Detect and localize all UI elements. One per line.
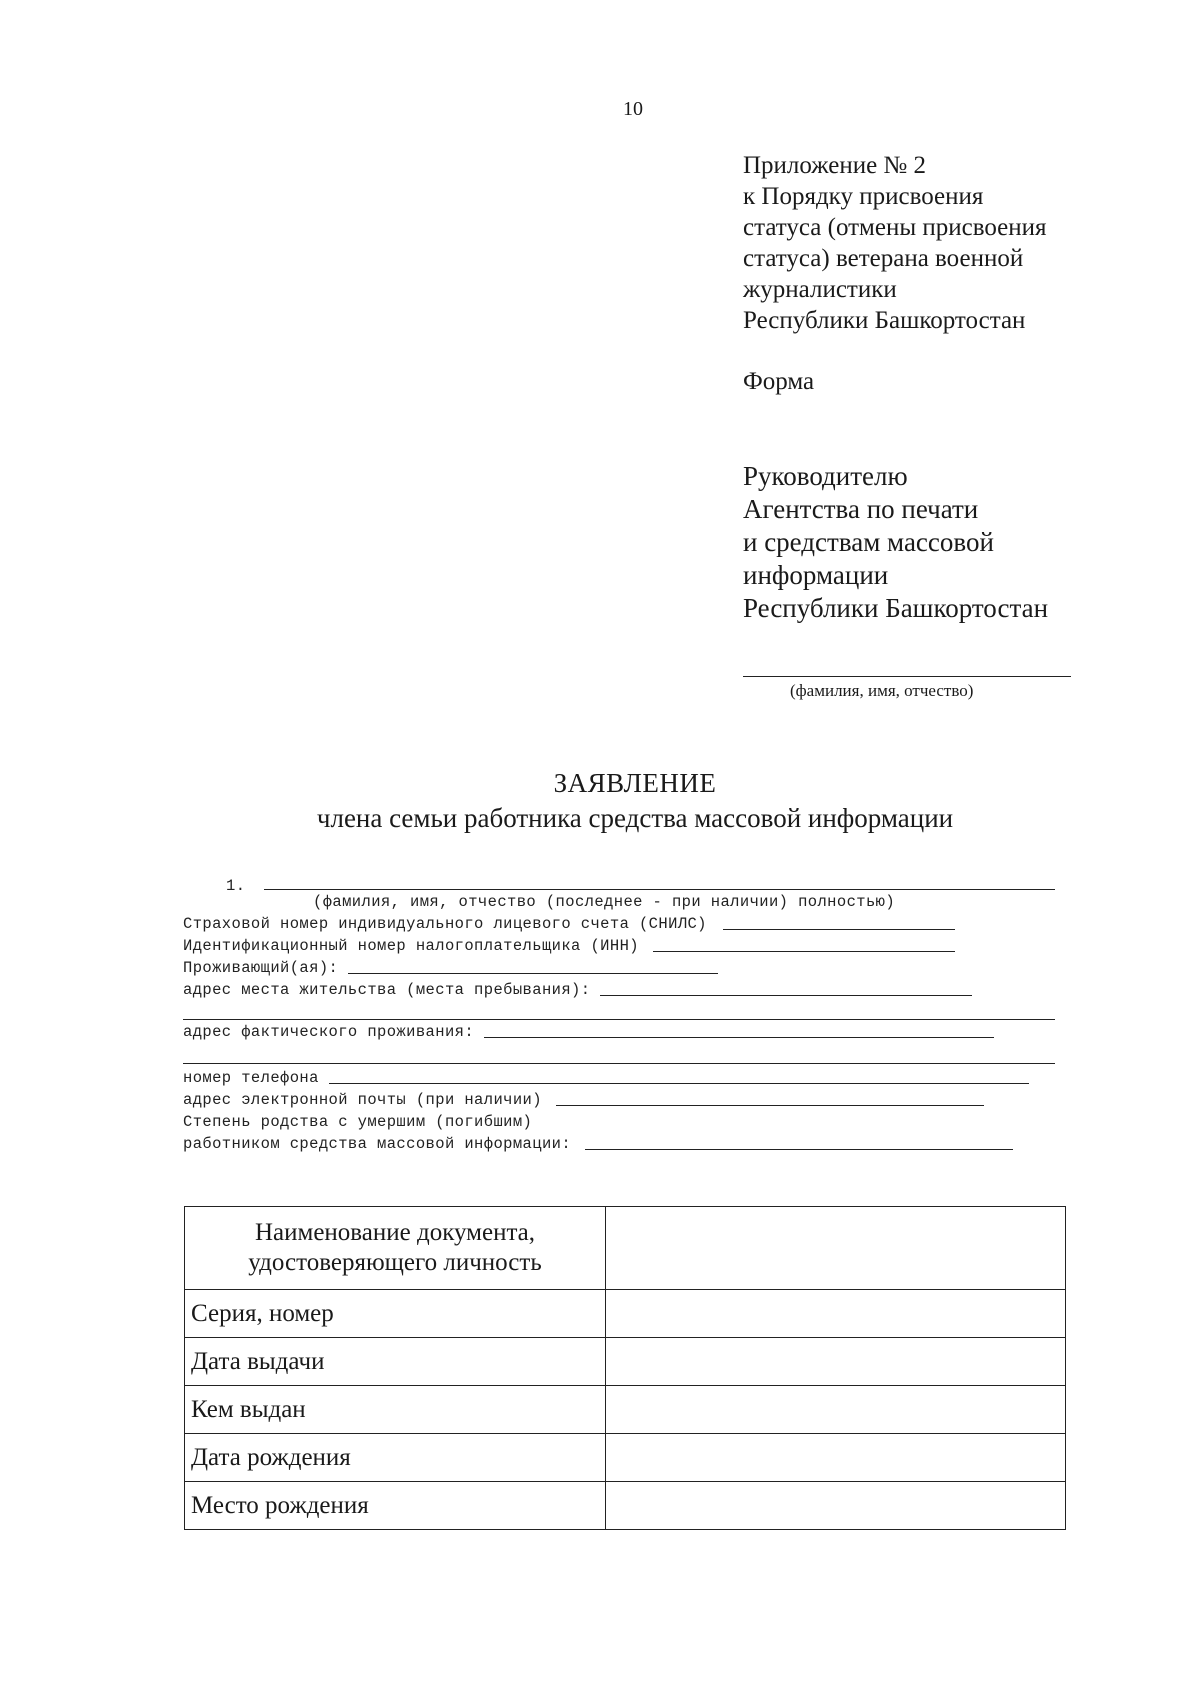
document-name-cell[interactable]: [606, 1207, 1066, 1290]
inn-line[interactable]: [653, 950, 955, 952]
issued-by-cell[interactable]: [606, 1386, 1066, 1434]
email-line[interactable]: [556, 1104, 984, 1106]
table-row: [185, 1434, 1066, 1482]
table-row: [185, 1482, 1066, 1530]
address-residence-field: [183, 981, 972, 999]
identity-document-table: [184, 1206, 1066, 1530]
residing-label: Проживающий(ая):: [183, 959, 339, 977]
row-label: Дата рождения: [185, 1434, 606, 1482]
appendix-line: статуса) ветерана военной: [743, 245, 1024, 272]
phone-line[interactable]: [329, 1082, 1029, 1084]
relation-field-line1: [183, 1113, 532, 1131]
page-number: 10: [623, 98, 643, 120]
appendix-line: Республики Башкортостан: [743, 307, 1026, 334]
fio-caption: (фамилия, имя, отчество (последнее - при наличии) полностью): [313, 893, 896, 911]
row-label: Кем выдан: [185, 1386, 606, 1434]
table-header-line: удостоверяющего личность: [248, 1249, 542, 1276]
form-label: Форма: [743, 368, 815, 395]
item-number: 1.: [226, 877, 246, 895]
addressee-line: Агентства по печати: [743, 494, 979, 524]
residing-line[interactable]: [348, 972, 718, 974]
snils-field: [183, 915, 955, 933]
snils-label: Страховой номер индивидуального лицевого счета (СНИЛС): [183, 915, 707, 933]
table-row: [185, 1338, 1066, 1386]
series-number-cell[interactable]: [606, 1290, 1066, 1338]
appendix-line: Приложение № 2: [743, 152, 927, 179]
phone-field: [183, 1069, 1029, 1087]
addressee-line: информации: [743, 560, 889, 590]
table-row: [185, 1290, 1066, 1338]
addressee-line: и средствам массовой: [743, 527, 994, 557]
address-actual-line[interactable]: [484, 1036, 994, 1038]
row-label: Дата выдачи: [185, 1338, 606, 1386]
residing-field: [183, 959, 718, 977]
relation-label-1: Степень родства с умершим (погибшим): [183, 1113, 533, 1131]
fio-line[interactable]: [264, 889, 1055, 890]
inn-field: [183, 937, 955, 955]
relation-line[interactable]: [585, 1148, 1013, 1150]
inn-label: Идентификационный номер налогоплательщика (ИНН): [183, 937, 639, 955]
address-actual-label: адрес фактического проживания:: [183, 1023, 475, 1041]
relation-field-line2: [183, 1135, 1013, 1153]
relation-label-2: работником средства массовой информации:: [183, 1135, 572, 1153]
table-header-cell: [185, 1207, 606, 1290]
table-header-line: Наименование документа,: [254, 1219, 536, 1246]
row-label: Место рождения: [185, 1482, 606, 1530]
appendix-line: журналистики: [743, 276, 897, 303]
address-residence-label: адрес места жительства (места пребывания):: [183, 981, 591, 999]
address-actual-field: [183, 1023, 994, 1041]
issue-date-cell[interactable]: [606, 1338, 1066, 1386]
birth-date-cell[interactable]: [606, 1434, 1066, 1482]
appendix-line: статуса (отмены присвоения: [743, 214, 1047, 241]
address-residence-line[interactable]: [600, 994, 972, 996]
appendix-line: к Порядку присвоения: [743, 183, 984, 210]
document-subtitle: члена семьи работника средства массовой информации: [316, 803, 954, 833]
snils-line[interactable]: [723, 928, 955, 930]
addressee-line: Республики Башкортостан: [743, 593, 1049, 623]
address-residence-line-2[interactable]: [183, 1019, 1055, 1020]
email-field: [183, 1091, 984, 1109]
address-actual-line-2[interactable]: [183, 1063, 1055, 1064]
addressee-line: Руководителю: [743, 461, 908, 491]
applicant-name-line[interactable]: [743, 676, 1071, 677]
table-row: [185, 1207, 1066, 1290]
applicant-name-caption: (фамилия, имя, отчество): [790, 681, 974, 700]
addressee-block: [743, 460, 1048, 625]
table-row: [185, 1386, 1066, 1434]
email-label: адрес электронной почты (при наличии): [183, 1091, 542, 1109]
row-label: Серия, номер: [185, 1290, 606, 1338]
birth-place-cell[interactable]: [606, 1482, 1066, 1530]
phone-label: номер телефона: [183, 1069, 319, 1087]
document-title: ЗАЯВЛЕНИЕ: [553, 768, 717, 798]
appendix-header: [743, 150, 1047, 336]
